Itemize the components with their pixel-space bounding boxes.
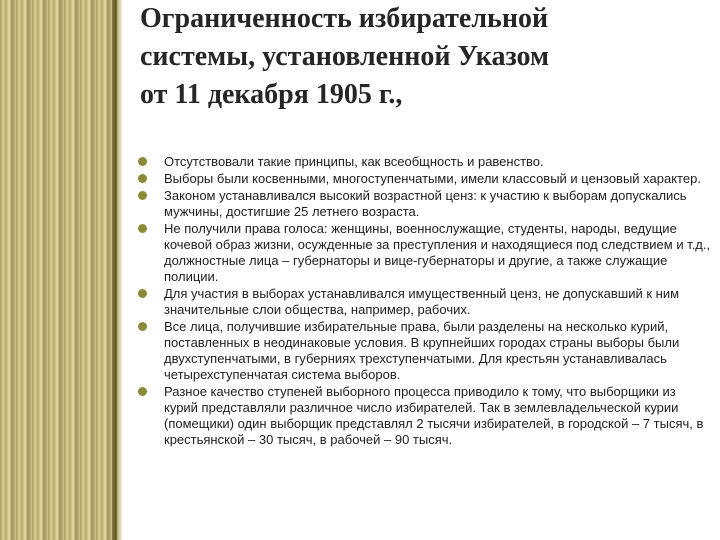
decorative-sidebar	[0, 0, 112, 540]
slide-title	[140, 0, 700, 114]
bullet-item	[138, 171, 713, 187]
bullet-dot-icon	[138, 387, 147, 396]
bullet-dot-icon	[138, 322, 147, 331]
bullet-item	[138, 154, 713, 170]
title-line: системы, установленной Указом	[140, 41, 550, 72]
title-line: Ограниченность избирательной	[140, 3, 549, 34]
title-line: от 11 декабря 1905 г.,	[140, 79, 403, 110]
bullet-dot-icon	[138, 191, 147, 200]
bullet-text: Для участия в выборах устанавливался имущественный ценз, не допускавший к ним значительные слои общества, например, рабочих.	[164, 286, 680, 317]
bullet-dot-icon	[138, 157, 147, 166]
bullet-text: Не получили права голоса: женщины, военнослужащие, студенты, народы, ведущие кочевой образ жизни, осужденные за преступления и находящиеся под следствием и т.д., должностные лица – губернаторы и вице-губернаторы и другие, а также служащие полиции.	[164, 221, 711, 284]
bullet-dot-icon	[138, 224, 147, 233]
bullet-dot-icon	[138, 289, 147, 298]
bullet-item	[138, 188, 713, 220]
bullet-text: Отсутствовали такие принципы, как всеобщность и равенство.	[164, 154, 544, 169]
bullet-item	[138, 319, 713, 383]
bullet-text: Все лица, получившие избирательные права, были разделены на несколько курий, поставленных в неодинаковые условия. В крупнейших городах страны выборы были двухступенчатыми, в губерниях трехступенчатыми. Для крестьян устанавливалась четырехступенчатая система выборов.	[164, 319, 680, 382]
bullet-list	[138, 154, 713, 449]
bullet-item	[138, 384, 713, 448]
bullet-text: Законом устанавливался высокий возрастной ценз: к участию к выборам допускались мужчины, достигшие 25 летнего возраста.	[164, 188, 687, 219]
bullet-text: Разное качество ступеней выборного процесса приводило к тому, что выборщики из курий представляли различное число избирателей. Так в землевладельческой курии (помещики) один выборщик представлял 2 тысячи избирателей, в городской – 7 тысяч, в крестьянской – 30 тысяч, в рабочей – 90 тысяч.	[164, 384, 704, 447]
bullet-dot-icon	[138, 174, 147, 183]
bullet-text: Выборы были косвенными, многоступенчатыми, имели классовый и цензовый характер.	[164, 171, 701, 186]
bullet-item	[138, 221, 713, 285]
sidebar-edge	[112, 0, 122, 540]
bullet-item	[138, 286, 713, 318]
